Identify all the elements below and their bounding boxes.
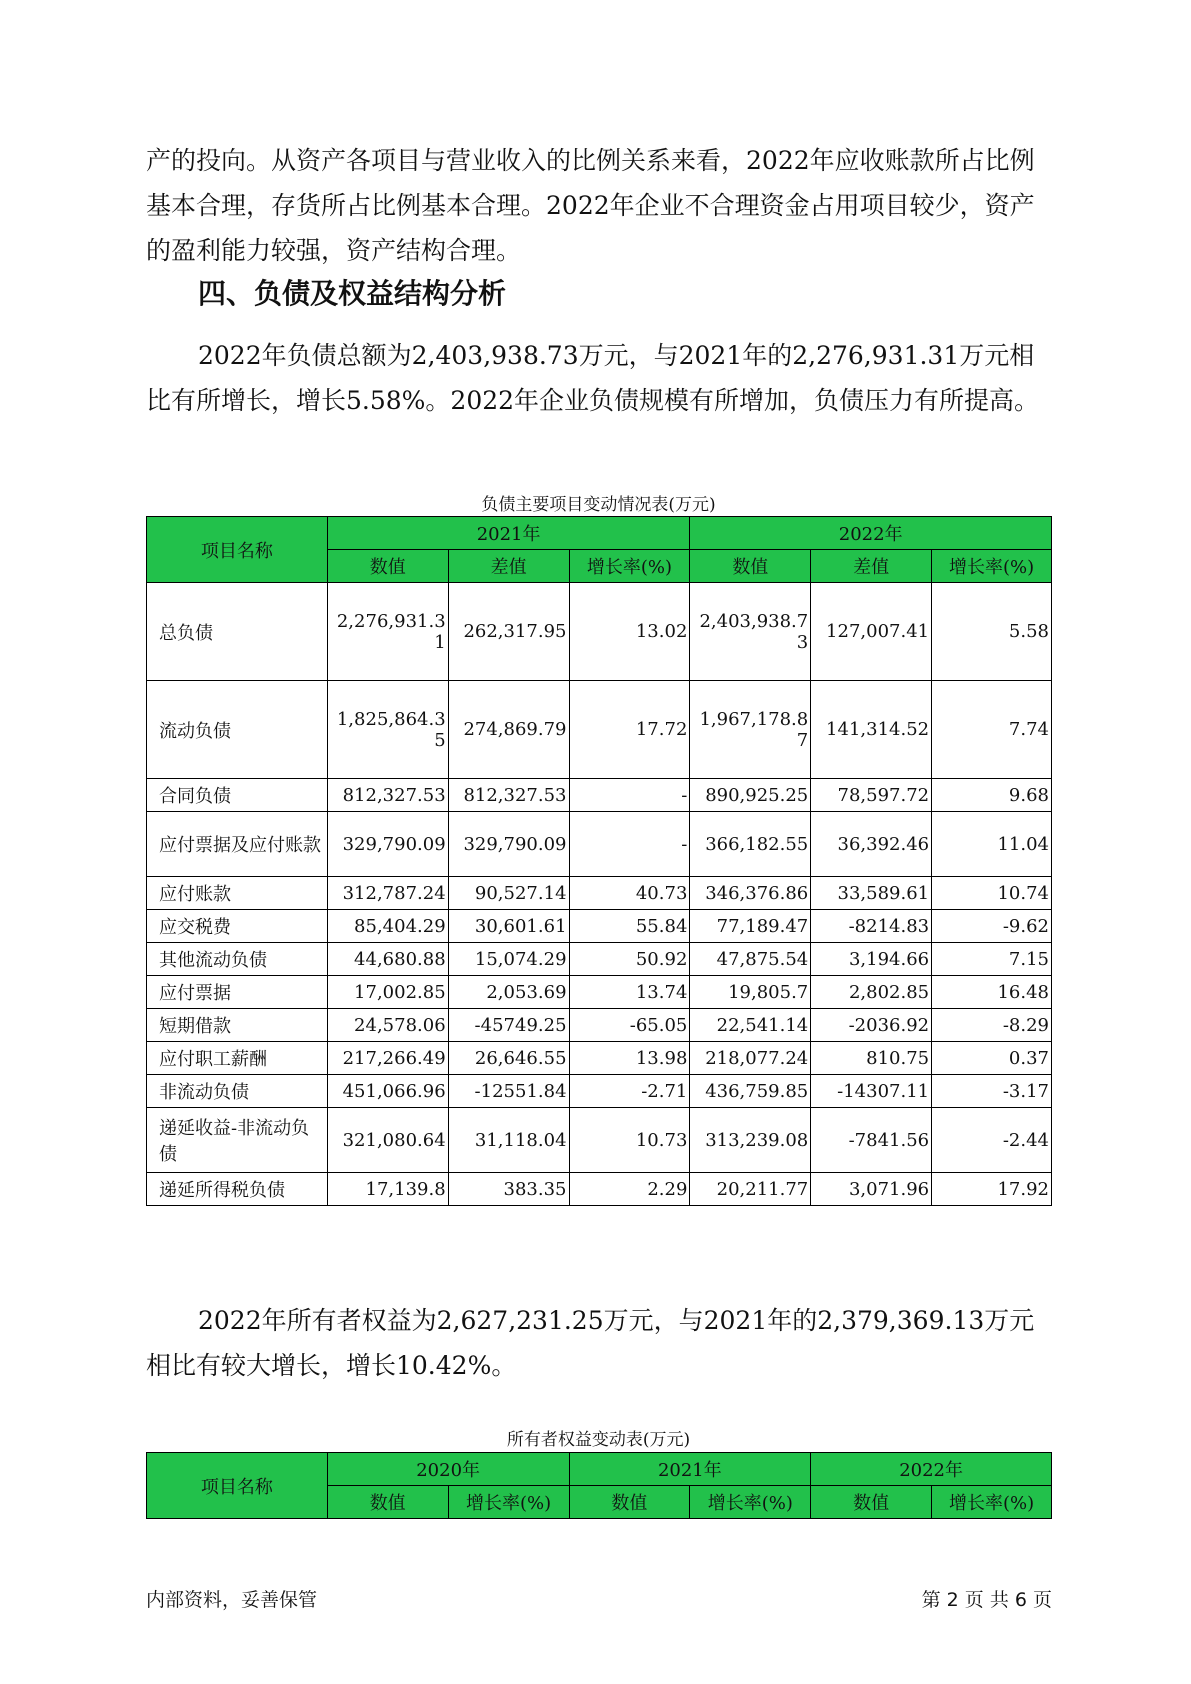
header-value: 数值 [811, 1486, 932, 1519]
cell-value-2022: 47,875.54 [690, 943, 811, 976]
row-name: 递延所得税负债 [147, 1173, 328, 1206]
cell-diff-2022: 78,597.72 [811, 779, 932, 812]
cell-value-2022: 77,189.47 [690, 910, 811, 943]
cell-diff-2021: 383.35 [448, 1173, 569, 1206]
row-name: 总负债 [147, 583, 328, 681]
header-value: 数值 [690, 550, 811, 583]
header-rate: 增长率(%) [932, 550, 1052, 583]
table-row [147, 779, 1052, 812]
cell-diff-2022: 2,802.85 [811, 976, 932, 1009]
cell-rate-2021: -65.05 [569, 1009, 690, 1042]
cell-diff-2021: 90,527.14 [448, 877, 569, 910]
cell-rate-2022: 0.37 [932, 1042, 1052, 1075]
cell-diff-2021: 329,790.09 [448, 812, 569, 877]
table-row [147, 1009, 1052, 1042]
cell-value-2022: 890,925.25 [690, 779, 811, 812]
cell-rate-2021: 2.29 [569, 1173, 690, 1206]
table-row [147, 1075, 1052, 1108]
row-name: 应付票据 [147, 976, 328, 1009]
cell-diff-2021: 30,601.61 [448, 910, 569, 943]
cell-value-2021: 1,825,864.35 [327, 681, 448, 779]
cell-value-2022: 313,239.08 [690, 1108, 811, 1173]
cell-value-2021: 312,787.24 [327, 877, 448, 910]
header-diff: 差值 [448, 550, 569, 583]
table-row [147, 681, 1052, 779]
cell-diff-2022: 3,194.66 [811, 943, 932, 976]
cell-diff-2021: 2,053.69 [448, 976, 569, 1009]
cell-value-2021: 44,680.88 [327, 943, 448, 976]
row-name: 递延收益-非流动负债 [147, 1108, 328, 1173]
table-row [147, 583, 1052, 681]
table-row [147, 1042, 1052, 1075]
header-item-name: 项目名称 [147, 517, 328, 583]
header-rate: 增长率(%) [448, 1486, 569, 1519]
cell-value-2022: 346,376.86 [690, 877, 811, 910]
table-row [147, 976, 1052, 1009]
cell-value-2022: 366,182.55 [690, 812, 811, 877]
cell-rate-2021: 55.84 [569, 910, 690, 943]
header-year-2022: 2022年 [690, 517, 1052, 550]
section-heading: 四、负债及权益结构分析 [198, 277, 507, 310]
header-value: 数值 [569, 1486, 690, 1519]
cell-diff-2022: -2036.92 [811, 1009, 932, 1042]
cell-rate-2022: 16.48 [932, 976, 1052, 1009]
equity-table [146, 1452, 1052, 1519]
footer-confidential-note: 内部资料，妥善保管 [146, 1589, 318, 1611]
cell-value-2021: 2,276,931.31 [327, 583, 448, 681]
cell-diff-2022: -7841.56 [811, 1108, 932, 1173]
paragraph-asset-summary: 产的投向。从资产各项目与营业收入的比例关系来看，2022年应收账款所占比例基本合理，存货所占比例基本合理。2022年企业不合理资金占用项目较少，资产的盈利能力较强，资产结构合理。 [146, 146, 1035, 265]
header-rate: 增长率(%) [690, 1486, 811, 1519]
cell-diff-2022: 36,392.46 [811, 812, 932, 877]
cell-value-2022: 19,805.7 [690, 976, 811, 1009]
cell-value-2022: 1,967,178.87 [690, 681, 811, 779]
cell-value-2022: 20,211.77 [690, 1173, 811, 1206]
cell-rate-2021: 13.98 [569, 1042, 690, 1075]
cell-value-2021: 85,404.29 [327, 910, 448, 943]
table-row [147, 910, 1052, 943]
header-diff: 差值 [811, 550, 932, 583]
header-item-name: 项目名称 [147, 1453, 328, 1519]
cell-value-2022: 218,077.24 [690, 1042, 811, 1075]
table-row [147, 1173, 1052, 1206]
cell-rate-2022: 7.74 [932, 681, 1052, 779]
paragraph-liability-summary: 2022年负债总额为2,403,938.73万元，与2021年的2,276,931.31万元相比有所增长，增长5.58%。2022年企业负债规模有所增加，负债压力有所提高。 [146, 341, 1040, 415]
cell-rate-2021: - [569, 779, 690, 812]
cell-rate-2022: -8.29 [932, 1009, 1052, 1042]
cell-value-2021: 451,066.96 [327, 1075, 448, 1108]
cell-rate-2021: 17.72 [569, 681, 690, 779]
cell-rate-2021: -2.71 [569, 1075, 690, 1108]
cell-rate-2021: 13.74 [569, 976, 690, 1009]
header-rate: 增长率(%) [569, 550, 690, 583]
cell-value-2021: 321,080.64 [327, 1108, 448, 1173]
cell-rate-2022: -3.17 [932, 1075, 1052, 1108]
cell-diff-2022: 127,007.41 [811, 583, 932, 681]
cell-diff-2021: 26,646.55 [448, 1042, 569, 1075]
header-year-2020: 2020年 [327, 1453, 569, 1486]
cell-value-2021: 17,139.8 [327, 1173, 448, 1206]
row-name: 应付职工薪酬 [147, 1042, 328, 1075]
cell-rate-2022: 9.68 [932, 779, 1052, 812]
cell-value-2022: 2,403,938.73 [690, 583, 811, 681]
cell-diff-2021: 812,327.53 [448, 779, 569, 812]
cell-value-2022: 22,541.14 [690, 1009, 811, 1042]
table2-caption: 所有者权益变动表(万元) [506, 1430, 691, 1450]
cell-value-2021: 812,327.53 [327, 779, 448, 812]
cell-value-2021: 217,266.49 [327, 1042, 448, 1075]
row-name: 合同负债 [147, 779, 328, 812]
cell-diff-2022: 810.75 [811, 1042, 932, 1075]
table-row [147, 1108, 1052, 1173]
cell-rate-2022: 17.92 [932, 1173, 1052, 1206]
cell-rate-2021: - [569, 812, 690, 877]
row-name: 应交税费 [147, 910, 328, 943]
row-name: 非流动负债 [147, 1075, 328, 1108]
cell-diff-2022: -8214.83 [811, 910, 932, 943]
cell-diff-2021: 15,074.29 [448, 943, 569, 976]
cell-rate-2022: -2.44 [932, 1108, 1052, 1173]
paragraph-equity-summary: 2022年所有者权益为2,627,231.25万元，与2021年的2,379,369.13万元相比有较大增长，增长10.42%。 [146, 1306, 1035, 1380]
cell-rate-2022: 11.04 [932, 812, 1052, 877]
cell-rate-2022: 5.58 [932, 583, 1052, 681]
table-row [147, 812, 1052, 877]
cell-rate-2021: 10.73 [569, 1108, 690, 1173]
liability-table [146, 516, 1052, 1206]
footer-page-number: 第 2 页 共 6 页 [921, 1589, 1052, 1611]
cell-rate-2021: 50.92 [569, 943, 690, 976]
cell-value-2021: 17,002.85 [327, 976, 448, 1009]
header-rate: 增长率(%) [932, 1486, 1052, 1519]
cell-rate-2021: 40.73 [569, 877, 690, 910]
row-name: 应付账款 [147, 877, 328, 910]
cell-rate-2022: 7.15 [932, 943, 1052, 976]
header-value: 数值 [327, 1486, 448, 1519]
cell-diff-2021: 274,869.79 [448, 681, 569, 779]
cell-rate-2022: 10.74 [932, 877, 1052, 910]
table-row [147, 877, 1052, 910]
header-value: 数值 [327, 550, 448, 583]
header-year-2022: 2022年 [811, 1453, 1052, 1486]
header-year-2021: 2021年 [569, 1453, 811, 1486]
cell-diff-2022: -14307.11 [811, 1075, 932, 1108]
cell-diff-2022: 141,314.52 [811, 681, 932, 779]
cell-value-2021: 329,790.09 [327, 812, 448, 877]
header-year-2021: 2021年 [327, 517, 690, 550]
row-name: 短期借款 [147, 1009, 328, 1042]
cell-rate-2022: -9.62 [932, 910, 1052, 943]
cell-value-2021: 24,578.06 [327, 1009, 448, 1042]
cell-value-2022: 436,759.85 [690, 1075, 811, 1108]
cell-rate-2021: 13.02 [569, 583, 690, 681]
table-row [147, 943, 1052, 976]
row-name: 其他流动负债 [147, 943, 328, 976]
cell-diff-2022: 3,071.96 [811, 1173, 932, 1206]
cell-diff-2021: -12551.84 [448, 1075, 569, 1108]
cell-diff-2022: 33,589.61 [811, 877, 932, 910]
row-name: 应付票据及应付账款 [147, 812, 328, 877]
cell-diff-2021: -45749.25 [448, 1009, 569, 1042]
cell-diff-2021: 31,118.04 [448, 1108, 569, 1173]
cell-diff-2021: 262,317.95 [448, 583, 569, 681]
row-name: 流动负债 [147, 681, 328, 779]
table1-caption: 负债主要项目变动情况表(万元) [481, 495, 716, 515]
